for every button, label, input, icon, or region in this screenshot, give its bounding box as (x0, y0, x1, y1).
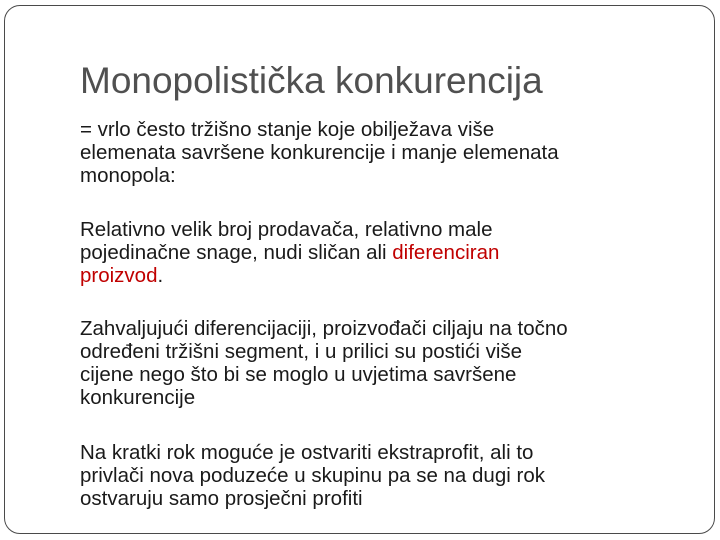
short-run-line: ostvaruju samo prosječni profiti (80, 487, 363, 510)
characteristics-period: . (157, 264, 164, 287)
characteristics-line (80, 264, 680, 287)
definition-line: monopola: (80, 164, 176, 187)
definition-paragraph (80, 118, 680, 187)
product-emphasis: proizvod (80, 264, 158, 287)
characteristics-line (80, 241, 680, 264)
short-run-paragraph (80, 441, 680, 510)
differentiation-line: konkurencije (80, 386, 196, 409)
characteristics-text: pojedinačne snage, nudi sličan ali (80, 241, 393, 264)
definition-line: elemenata savršene konkurencije i manje elemenata (80, 141, 559, 164)
slide-title: Monopolistička konkurencija (80, 60, 543, 101)
short-run-line: Na kratki rok moguće je ostvariti ekstraprofit, ali to (80, 441, 534, 464)
differentiation-paragraph (80, 317, 680, 409)
differentiation-line: Zahvaljujući diferencijaciji, proizvođači ciljaju na točno (80, 317, 568, 340)
differentiation-line: određeni tržišni segment, i u prilici su postići više (80, 340, 523, 363)
slide-body (80, 118, 680, 510)
differentiation-line: cijene nego što bi se moglo u uvjetima savršene (80, 363, 517, 386)
definition-line: = vrlo često tržišno stanje koje obilježava više (80, 118, 495, 141)
characteristics-paragraph (80, 218, 680, 287)
characteristics-line: Relativno velik broj prodavača, relativno male (80, 218, 493, 241)
differentiated-emphasis: diferenciran (392, 241, 500, 264)
short-run-line: privlači nova poduzeće u skupinu pa se na dugi rok (80, 464, 545, 487)
